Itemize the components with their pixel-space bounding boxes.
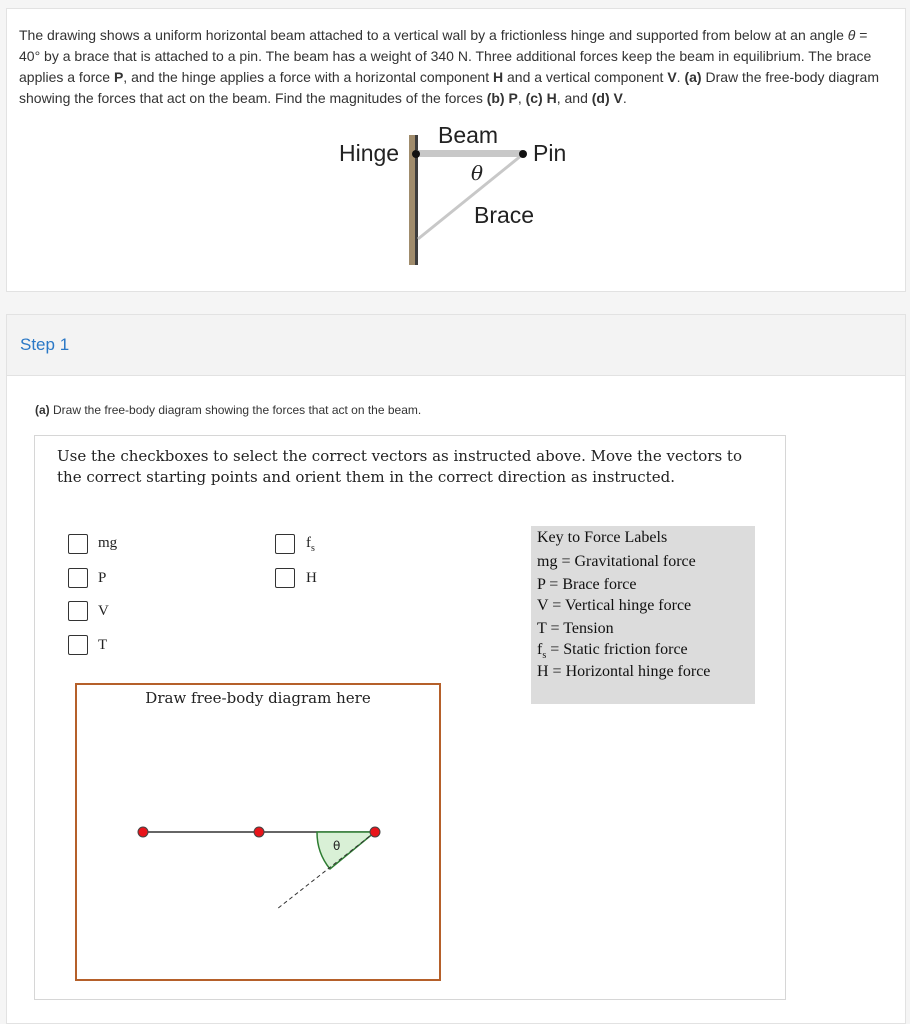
fbd-point-center[interactable] [254, 827, 264, 837]
problem-text-segment: . [676, 69, 685, 85]
hinge-dot [412, 150, 420, 158]
problem-text-segment: Draw the free-body diagram showing the forces that act on the beam. Find the magnitudes of the forces [19, 69, 879, 106]
draw-area-title: Draw free-body diagram here [145, 689, 371, 707]
brace-label: Brace [474, 202, 535, 228]
beam-figure [7, 9, 907, 293]
fbd-point-left[interactable] [138, 827, 148, 837]
checkbox-label-fs-sub: s [311, 543, 315, 554]
key-line-fs [537, 641, 688, 661]
fbd-applet [34, 435, 786, 1000]
fbd-angle-wedge [317, 832, 375, 869]
key-line-mg: mg = Gravitational force [537, 553, 696, 570]
problem-text-segment: The drawing shows a uniform horizontal beam attached to a vertical wall by a frictionless hinge and supported from below at an angle [19, 27, 848, 43]
checkbox-label-p: P [98, 570, 107, 586]
checkbox-mg[interactable] [68, 534, 88, 554]
checkbox-label-fs-main: f [306, 535, 311, 551]
pin-dot [519, 150, 527, 158]
part-a-prompt [35, 403, 421, 417]
problem-text-segment: and a vertical component [503, 69, 668, 85]
problem-text-segment: H [492, 69, 504, 85]
key-line-t: T = Tension [537, 620, 614, 637]
checkbox-h[interactable] [275, 568, 295, 588]
problem-text-segment: P [113, 69, 124, 85]
problem-card [6, 8, 906, 292]
checkbox-label-fs [306, 535, 315, 554]
checkbox-label-h: H [306, 570, 317, 586]
checkbox-t[interactable] [68, 635, 88, 655]
hinge-label: Hinge [339, 140, 400, 166]
problem-text-segment: = 40° by a brace that is attached to a pin. The beam has a weight of 340 N. Three additional forces keep the beam in equilibrium. The brace applies a force [19, 27, 872, 85]
problem-text-segment: (a) [684, 69, 702, 85]
problem-text-segment: . [622, 90, 627, 106]
checkbox-label-v: V [98, 603, 109, 619]
force-key [531, 526, 755, 704]
problem-text-segment: (b) P [486, 90, 518, 106]
problem-text-segment: θ [847, 27, 856, 43]
key-title: Key to Force Labels [537, 529, 668, 546]
problem-text-segment: (d) V [591, 90, 623, 106]
theta-label: θ [471, 161, 484, 185]
step-header[interactable] [7, 315, 905, 376]
key-line-v: V = Vertical hinge force [537, 597, 692, 614]
key-fs-text: = Static friction force [550, 641, 688, 658]
problem-text-segment: V [667, 69, 677, 85]
draw-area[interactable] [75, 683, 441, 981]
key-fs-sub: s [542, 650, 547, 662]
checkbox-fs[interactable] [275, 534, 295, 554]
beam [416, 150, 523, 157]
applet-instructions: Use the checkboxes to select the correct vectors as instructed above. Move the vectors to the correct starting points and orient them in the correct direction as instructed. [57, 447, 742, 486]
key-line-h: H = Horizontal hinge force [537, 663, 711, 680]
fbd-canvas [77, 685, 439, 979]
problem-text-segment: , and the hinge applies a force with a horizontal component [123, 69, 493, 85]
key-line-p: P = Brace force [537, 576, 637, 593]
problem-text-segment: , and [556, 90, 592, 106]
problem-text-segment: , [517, 90, 526, 106]
part-a-text: Draw the free-body diagram showing the forces that act on the beam. [49, 403, 422, 417]
step-title[interactable]: Step 1 [20, 335, 70, 354]
fbd-point-right[interactable] [370, 827, 380, 837]
fbd-theta-label: θ [333, 839, 341, 853]
checkbox-p[interactable] [68, 568, 88, 588]
key-fs-symbol: f [537, 641, 543, 658]
checkbox-label-mg: mg [98, 535, 118, 551]
checkbox-label-t: T [98, 637, 108, 653]
step-card [6, 314, 906, 1024]
pin-label: Pin [533, 140, 567, 166]
problem-text-segment: (c) H [525, 90, 557, 106]
checkbox-v[interactable] [68, 601, 88, 621]
beam-label: Beam [438, 122, 499, 148]
part-a-label: (a) [35, 403, 50, 417]
